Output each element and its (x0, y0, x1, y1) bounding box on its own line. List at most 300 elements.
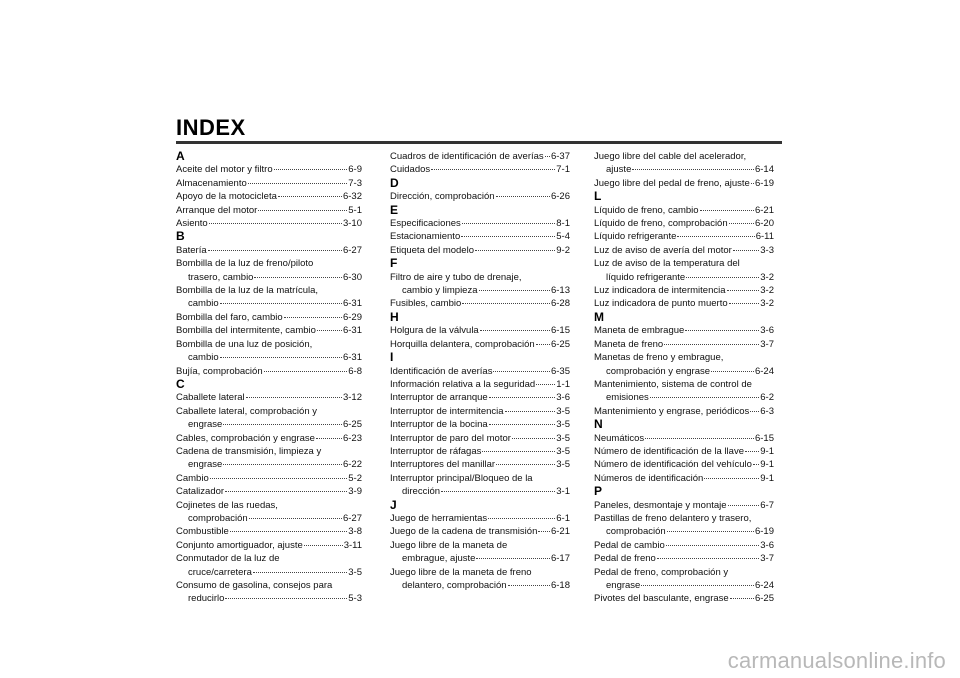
index-entry (176, 579, 362, 606)
dot-leader (278, 196, 342, 197)
index-entry-page: 6-8 (348, 365, 362, 377)
index-entry-title: reducirlo (188, 593, 225, 605)
index-entry (390, 405, 570, 418)
index-entry-page: 3-6 (556, 392, 570, 404)
index-entry (390, 190, 570, 203)
dot-leader (750, 411, 759, 412)
dot-leader (462, 303, 550, 304)
dot-leader (753, 464, 759, 465)
index-entry-title: Bombilla del intermitente, cambio (176, 325, 316, 337)
dot-leader (258, 210, 347, 211)
dot-leader (489, 397, 556, 398)
index-entry (390, 163, 570, 176)
dot-leader (220, 303, 342, 304)
index-entry (594, 217, 774, 230)
index-entry-page: 6-13 (550, 285, 570, 297)
index-entry-title: engrase (188, 459, 223, 471)
index-section-letter: F (390, 256, 398, 271)
index-entry (390, 391, 570, 404)
index-entry-title: Bujía, comprobación (176, 365, 263, 377)
index-entry-title: Interruptor de ráfagas (390, 445, 482, 457)
index-entry (176, 472, 362, 485)
index-entry-page: 6-22 (342, 459, 362, 471)
index-entry (594, 432, 774, 445)
index-entry-title: Bombilla del faro, cambio (176, 311, 283, 323)
index-entry-page: 3-2 (760, 298, 774, 310)
page-title: INDEX (176, 115, 246, 140)
index-entry-title: comprobación y engrase (606, 365, 711, 377)
index-entry (176, 324, 362, 337)
index-entry-title: Dirección, comprobación (390, 191, 495, 203)
index-entry-page: 6-19 (754, 177, 774, 189)
index-entry (176, 177, 362, 190)
index-entry-title: delantero, comprobación (402, 580, 507, 591)
index-entry (594, 351, 774, 378)
dot-leader (508, 585, 550, 586)
dot-leader (254, 277, 342, 278)
index-entry-page: 9-2 (556, 244, 570, 256)
index-entry-title: Arranque del motor (176, 204, 258, 216)
index-entry (594, 257, 774, 284)
index-entry-page: 6-27 (342, 512, 362, 524)
index-entry (594, 552, 774, 565)
index-entry-title: Luz indicadora de intermitencia (594, 285, 726, 297)
index-entry-lead: Interruptor principal/Bloqueo de la (390, 472, 533, 484)
index-entry (176, 552, 362, 579)
index-entry (390, 150, 570, 163)
index-section-letter: A (176, 149, 185, 163)
index-entry (390, 432, 570, 445)
index-entry-title: cambio (188, 352, 219, 364)
index-entry-lead: Pedal de freno, comprobación y (594, 566, 729, 578)
index-entry-title: Interruptor de la bocina (390, 419, 488, 431)
index-entry-title: Pedal de freno (594, 553, 656, 565)
dot-leader (225, 491, 347, 492)
index-section-letter: J (390, 497, 397, 512)
index-entry (390, 230, 570, 243)
index-entry-page: 3-5 (556, 405, 570, 417)
index-entry (594, 338, 774, 351)
index-entry-title: Maneta de embrague (594, 325, 685, 337)
index-entry-page: 3-7 (760, 338, 774, 350)
index-entry-title: Números de identificación (594, 472, 704, 484)
dot-leader (274, 169, 348, 170)
index-entry-title: Luz de aviso de avería del motor (594, 244, 732, 256)
dot-leader (488, 518, 555, 519)
index-entry-title: Cuadros de identificación de averías (390, 151, 544, 162)
index-entry-page: 6-27 (342, 244, 362, 256)
dot-leader (249, 518, 342, 519)
index-section-letter: B (176, 229, 185, 244)
index-entry-page: 5-2 (348, 472, 362, 484)
index-entry-page: 6-31 (342, 352, 362, 364)
index-entry-title: comprobación (606, 526, 666, 538)
index-entry-page: 8-1 (556, 218, 570, 230)
index-entry (594, 284, 774, 297)
index-entry-page: 6-25 (754, 593, 774, 605)
index-entry (176, 525, 362, 538)
index-entry-page: 6-19 (754, 526, 774, 538)
dot-leader (729, 303, 760, 304)
index-entry-title: ajuste (606, 164, 632, 176)
index-section-letter: E (390, 202, 399, 217)
index-entry (176, 284, 362, 311)
index-entry-page: 6-11 (755, 231, 774, 243)
index-entry-title: embrague, ajuste (402, 553, 476, 565)
index-entry (594, 230, 774, 243)
dot-leader (209, 223, 342, 224)
dot-leader (246, 397, 342, 398)
index-entry-page: 1-1 (556, 378, 570, 390)
index-entry-title: Paneles, desmontaje y montaje (594, 499, 727, 511)
index-entry (594, 244, 774, 257)
index-entry-title: Interruptores del manillar (390, 459, 496, 471)
index-entry-title: Conjunto amortiguador, ajuste (176, 539, 303, 551)
index-entry-page: 6-21 (754, 204, 774, 216)
index-entry (390, 365, 570, 378)
dot-leader (632, 169, 754, 170)
dot-leader (650, 397, 759, 398)
index-section-letter: P (594, 484, 603, 499)
index-entry-title: Número de identificación de la llave (594, 445, 744, 457)
index-entry-page: 6-25 (342, 419, 362, 431)
index-entry-title: Pivotes del basculante, engrase (594, 593, 729, 605)
index-entry-page: 3-1 (556, 486, 570, 498)
index-entry-page: 6-3 (760, 405, 774, 417)
index-entry-title: Luz indicadora de punto muerto (594, 298, 728, 310)
index-entry-page: 3-2 (760, 285, 774, 297)
index-entry (594, 177, 774, 190)
index-entry (390, 338, 570, 351)
dot-leader (475, 250, 555, 251)
index-entry-title: Apoyo de la motocicleta (176, 191, 277, 203)
index-entry (176, 365, 362, 378)
index-entry (390, 378, 570, 391)
index-entry-title: Combustible (176, 526, 229, 538)
index-column-3 (594, 150, 774, 606)
index-entry-title: trasero, cambio (188, 271, 254, 283)
index-entry-title: Aceite del motor y filtro (176, 164, 273, 176)
index-entry-title: Información relativa a la seguridad (390, 378, 536, 390)
index-entry-lead: Mantenimiento, sistema de control de (594, 378, 752, 390)
index-entry-lead: Juego libre de la maneta de (390, 539, 508, 551)
dot-leader (284, 317, 342, 318)
index-section-letter: M (594, 309, 604, 324)
dot-leader (462, 223, 556, 224)
dot-leader (304, 545, 343, 546)
index-entry-page: 6-25 (550, 338, 570, 350)
index-entry-lead: Consumo de gasolina, consejos para (176, 580, 333, 591)
index-entry-title: cambio (188, 298, 219, 310)
index-entry-page: 6-15 (550, 325, 570, 337)
index-entry (176, 311, 362, 324)
index-entry-lead: Caballete lateral, comprobación y (176, 405, 317, 417)
index-entry-title: Pedal de cambio (594, 539, 665, 551)
index-entry (390, 472, 570, 499)
index-entry (594, 566, 774, 593)
index-entry-page: 9-1 (760, 445, 774, 457)
dot-leader (666, 545, 759, 546)
index-entry-title: Cambio (176, 472, 209, 484)
index-entry (176, 445, 362, 472)
index-entry-page: 6-15 (754, 432, 774, 444)
index-entry (594, 592, 774, 605)
index-entry (176, 539, 362, 552)
dot-leader (489, 424, 556, 425)
dot-leader (728, 505, 760, 506)
dot-leader (751, 183, 754, 184)
index-entry-page: 6-17 (550, 553, 570, 565)
index-entry-page: 6-31 (342, 298, 362, 310)
index-entry-page: 5-1 (348, 204, 362, 216)
dot-leader (316, 438, 342, 439)
dot-leader (210, 478, 348, 479)
dot-leader (317, 330, 342, 331)
index-entry-page: 3-5 (556, 432, 570, 444)
index-entry (176, 391, 362, 404)
title-rule (176, 141, 782, 144)
index-entry-page: 3-7 (760, 553, 774, 565)
index-entry (176, 190, 362, 203)
index-entry-title: Etiqueta del modelo (390, 244, 474, 256)
index-entry (594, 499, 774, 512)
index-entry-title: emisiones (606, 392, 649, 404)
index-entry (390, 445, 570, 458)
index-entry-title: Fusibles, cambio (390, 298, 462, 310)
dot-leader (729, 223, 754, 224)
dot-leader (461, 236, 555, 237)
index-entry-page: 3-5 (556, 419, 570, 431)
dot-leader (704, 478, 759, 479)
index-entry-title: Almacenamiento (176, 177, 247, 189)
index-entry-lead: Juego libre de la maneta de freno (390, 566, 532, 578)
index-entry-lead: Cadena de transmisión, limpieza y (176, 445, 322, 457)
index-entry-page: 6-26 (550, 191, 570, 203)
index-entry-title: Caballete lateral (176, 392, 245, 404)
index-entry-page: 6-28 (550, 298, 570, 310)
index-entry-title: Interruptor de paro del motor (390, 432, 511, 444)
index-entry (176, 217, 362, 230)
index-entry (390, 217, 570, 230)
index-entry (390, 539, 570, 566)
index-entry (390, 271, 570, 298)
index-column-1 (176, 150, 362, 606)
index-entry-lead: Luz de aviso de la temperatura del (594, 258, 740, 270)
index-entry-page: 9-1 (760, 472, 774, 484)
index-entry-title: Líquido de freno, comprobación (594, 218, 728, 230)
index-entry (594, 204, 774, 217)
dot-leader (686, 277, 759, 278)
index-entry (390, 512, 570, 525)
index-column-2 (390, 150, 570, 592)
dot-leader (225, 598, 347, 599)
dot-leader (223, 464, 342, 465)
index-entry (594, 405, 774, 418)
index-entry-title: Cuidados (390, 164, 431, 176)
index-entry-title: Holgura de la válvula (390, 325, 479, 337)
index-entry-title: Horquilla delantera, comprobación (390, 338, 535, 350)
index-entry-page: 3-3 (760, 244, 774, 256)
index-entry-page: 6-24 (754, 365, 774, 377)
index-entry (390, 244, 570, 257)
index-entry-title: Juego de la cadena de transmisión (390, 526, 538, 538)
index-entry (176, 244, 362, 257)
index-entry-page: 3-10 (342, 218, 362, 230)
index-entry-title: engrase (606, 580, 641, 591)
index-entry (176, 405, 362, 432)
dot-leader (733, 250, 759, 251)
index-entry-page: 3-6 (760, 539, 774, 551)
index-entry-page: 6-23 (342, 432, 362, 444)
index-entry (176, 499, 362, 526)
index-entry (176, 204, 362, 217)
index-entry (594, 378, 774, 405)
index-entry-lead: Cojinetes de las ruedas, (176, 499, 278, 511)
index-entry-title: cruce/carretera (188, 566, 252, 578)
index-entry-page: 6-21 (550, 526, 570, 538)
index-entry (176, 257, 362, 284)
dot-leader (545, 156, 550, 157)
dot-leader (664, 344, 759, 345)
index-entry (594, 458, 774, 471)
index-entry-page: 6-14 (754, 164, 774, 176)
index-entry-lead: Conmutador de la luz de (176, 553, 280, 565)
dot-leader (711, 371, 754, 372)
index-entry-lead: Bombilla de la luz de la matrícula, (176, 285, 319, 297)
index-section-letter: N (594, 417, 603, 432)
index-entry-title: Neumáticos (594, 432, 645, 444)
index-entry-page: 3-6 (760, 325, 774, 337)
dot-leader (208, 250, 342, 251)
dot-leader (264, 371, 348, 372)
dot-leader (480, 330, 550, 331)
index-entry-title: Estacionamiento (390, 231, 461, 243)
dot-leader (538, 531, 550, 532)
dot-leader (657, 558, 759, 559)
index-entry-lead: Bombilla de la luz de freno/piloto (176, 258, 314, 270)
index-entry-page: 5-3 (348, 593, 362, 605)
index-section-letter: D (390, 175, 399, 190)
index-entry-page: 9-1 (760, 459, 774, 471)
index-entry-page: 3-8 (348, 526, 362, 538)
index-entry-title: Catalizador (176, 486, 225, 498)
index-section-letter: H (390, 309, 399, 324)
dot-leader (476, 558, 550, 559)
dot-leader (730, 598, 754, 599)
dot-leader (230, 531, 347, 532)
index-entry (594, 150, 774, 177)
index-entry (390, 458, 570, 471)
dot-leader (700, 210, 754, 211)
index-entry-title: Juego de herramientas (390, 512, 488, 524)
index-entry (390, 525, 570, 538)
dot-leader (482, 451, 555, 452)
index-entry-page: 6-24 (754, 580, 774, 591)
index-entry-page: 6-32 (342, 191, 362, 203)
index-entry (390, 297, 570, 310)
index-entry-title: Líquido de freno, cambio (594, 204, 699, 216)
index-entry-title: Especificaciones (390, 218, 461, 230)
index-entry-page: 5-4 (556, 231, 570, 243)
index-entry (176, 163, 362, 176)
dot-leader (223, 424, 342, 425)
index-entry-page: 7-3 (348, 177, 362, 189)
index-entry-title: engrase (188, 419, 223, 431)
index-entry-title: líquido refrigerante (606, 271, 686, 283)
index-entry-page: 3-5 (556, 459, 570, 471)
index-entry-title: cambio y limpieza (402, 285, 478, 297)
dot-leader (677, 236, 754, 237)
index-entry (594, 512, 774, 539)
index-entry (594, 472, 774, 485)
dot-leader (431, 169, 555, 170)
index-entry (176, 338, 362, 365)
index-entry (176, 485, 362, 498)
dot-leader (536, 344, 550, 345)
index-entry-page: 6-2 (760, 392, 774, 404)
index-entry-title: Líquido refrigerante (594, 231, 677, 243)
dot-leader (685, 330, 759, 331)
index-entry-title: Juego libre del pedal de freno, ajuste (594, 177, 750, 189)
index-entry-title: Cables, comprobación y engrase (176, 432, 315, 444)
index-entry-lead: Bombilla de una luz de posición, (176, 338, 313, 350)
index-entry (594, 445, 774, 458)
index-entry-page: 6-20 (754, 218, 774, 230)
dot-leader (727, 290, 760, 291)
index-entry-title: dirección (402, 486, 441, 498)
index-entry-title: Batería (176, 244, 207, 256)
dot-leader (512, 438, 555, 439)
index-entry-title: Identificación de averías (390, 365, 493, 377)
index-entry-title: comprobación (188, 512, 248, 524)
index-section-letter: I (390, 350, 394, 365)
index-entry-title: Mantenimiento y engrase, periódicos (594, 405, 750, 417)
index-entry (594, 539, 774, 552)
dot-leader (645, 438, 754, 439)
index-section-letter: L (594, 189, 602, 204)
index-entry-page: 6-31 (342, 325, 362, 337)
index-entry-page: 3-11 (343, 539, 362, 551)
index-entry-page: 6-35 (550, 365, 570, 377)
index-entry-lead: Pastillas de freno delantero y trasero, (594, 512, 752, 524)
index-entry-page: 6-29 (342, 311, 362, 323)
dot-leader (479, 290, 550, 291)
index-entry (594, 297, 774, 310)
index-entry-title: Maneta de freno (594, 338, 664, 350)
index-entry-title: Interruptor de arranque (390, 392, 488, 404)
dot-leader (641, 585, 754, 586)
index-section-letter: C (176, 376, 185, 391)
dot-leader (220, 357, 342, 358)
index-entry-page: 3-5 (348, 566, 362, 578)
index-entry (594, 324, 774, 337)
index-entry (390, 324, 570, 337)
index-entry (390, 566, 570, 593)
index-entry-lead: Juego libre del cable del acelerador, (594, 151, 747, 162)
watermark-text: carmanualsonline.info (727, 648, 946, 673)
index-entry-page: 6-18 (550, 580, 570, 591)
index-entry-page: 3-2 (760, 271, 774, 283)
index-entry-page: 6-7 (760, 499, 774, 511)
index-entry-lead: Filtro de aire y tubo de drenaje, (390, 271, 522, 283)
index-entry-page: 7-1 (556, 164, 570, 176)
index-entry-page: 3-12 (342, 392, 362, 404)
dot-leader (496, 464, 555, 465)
index-entry-title: Asiento (176, 218, 208, 230)
index-entry-title: Número de identificación del vehículo (594, 459, 752, 471)
index-entry-page: 3-9 (348, 486, 362, 498)
dot-leader (493, 371, 550, 372)
